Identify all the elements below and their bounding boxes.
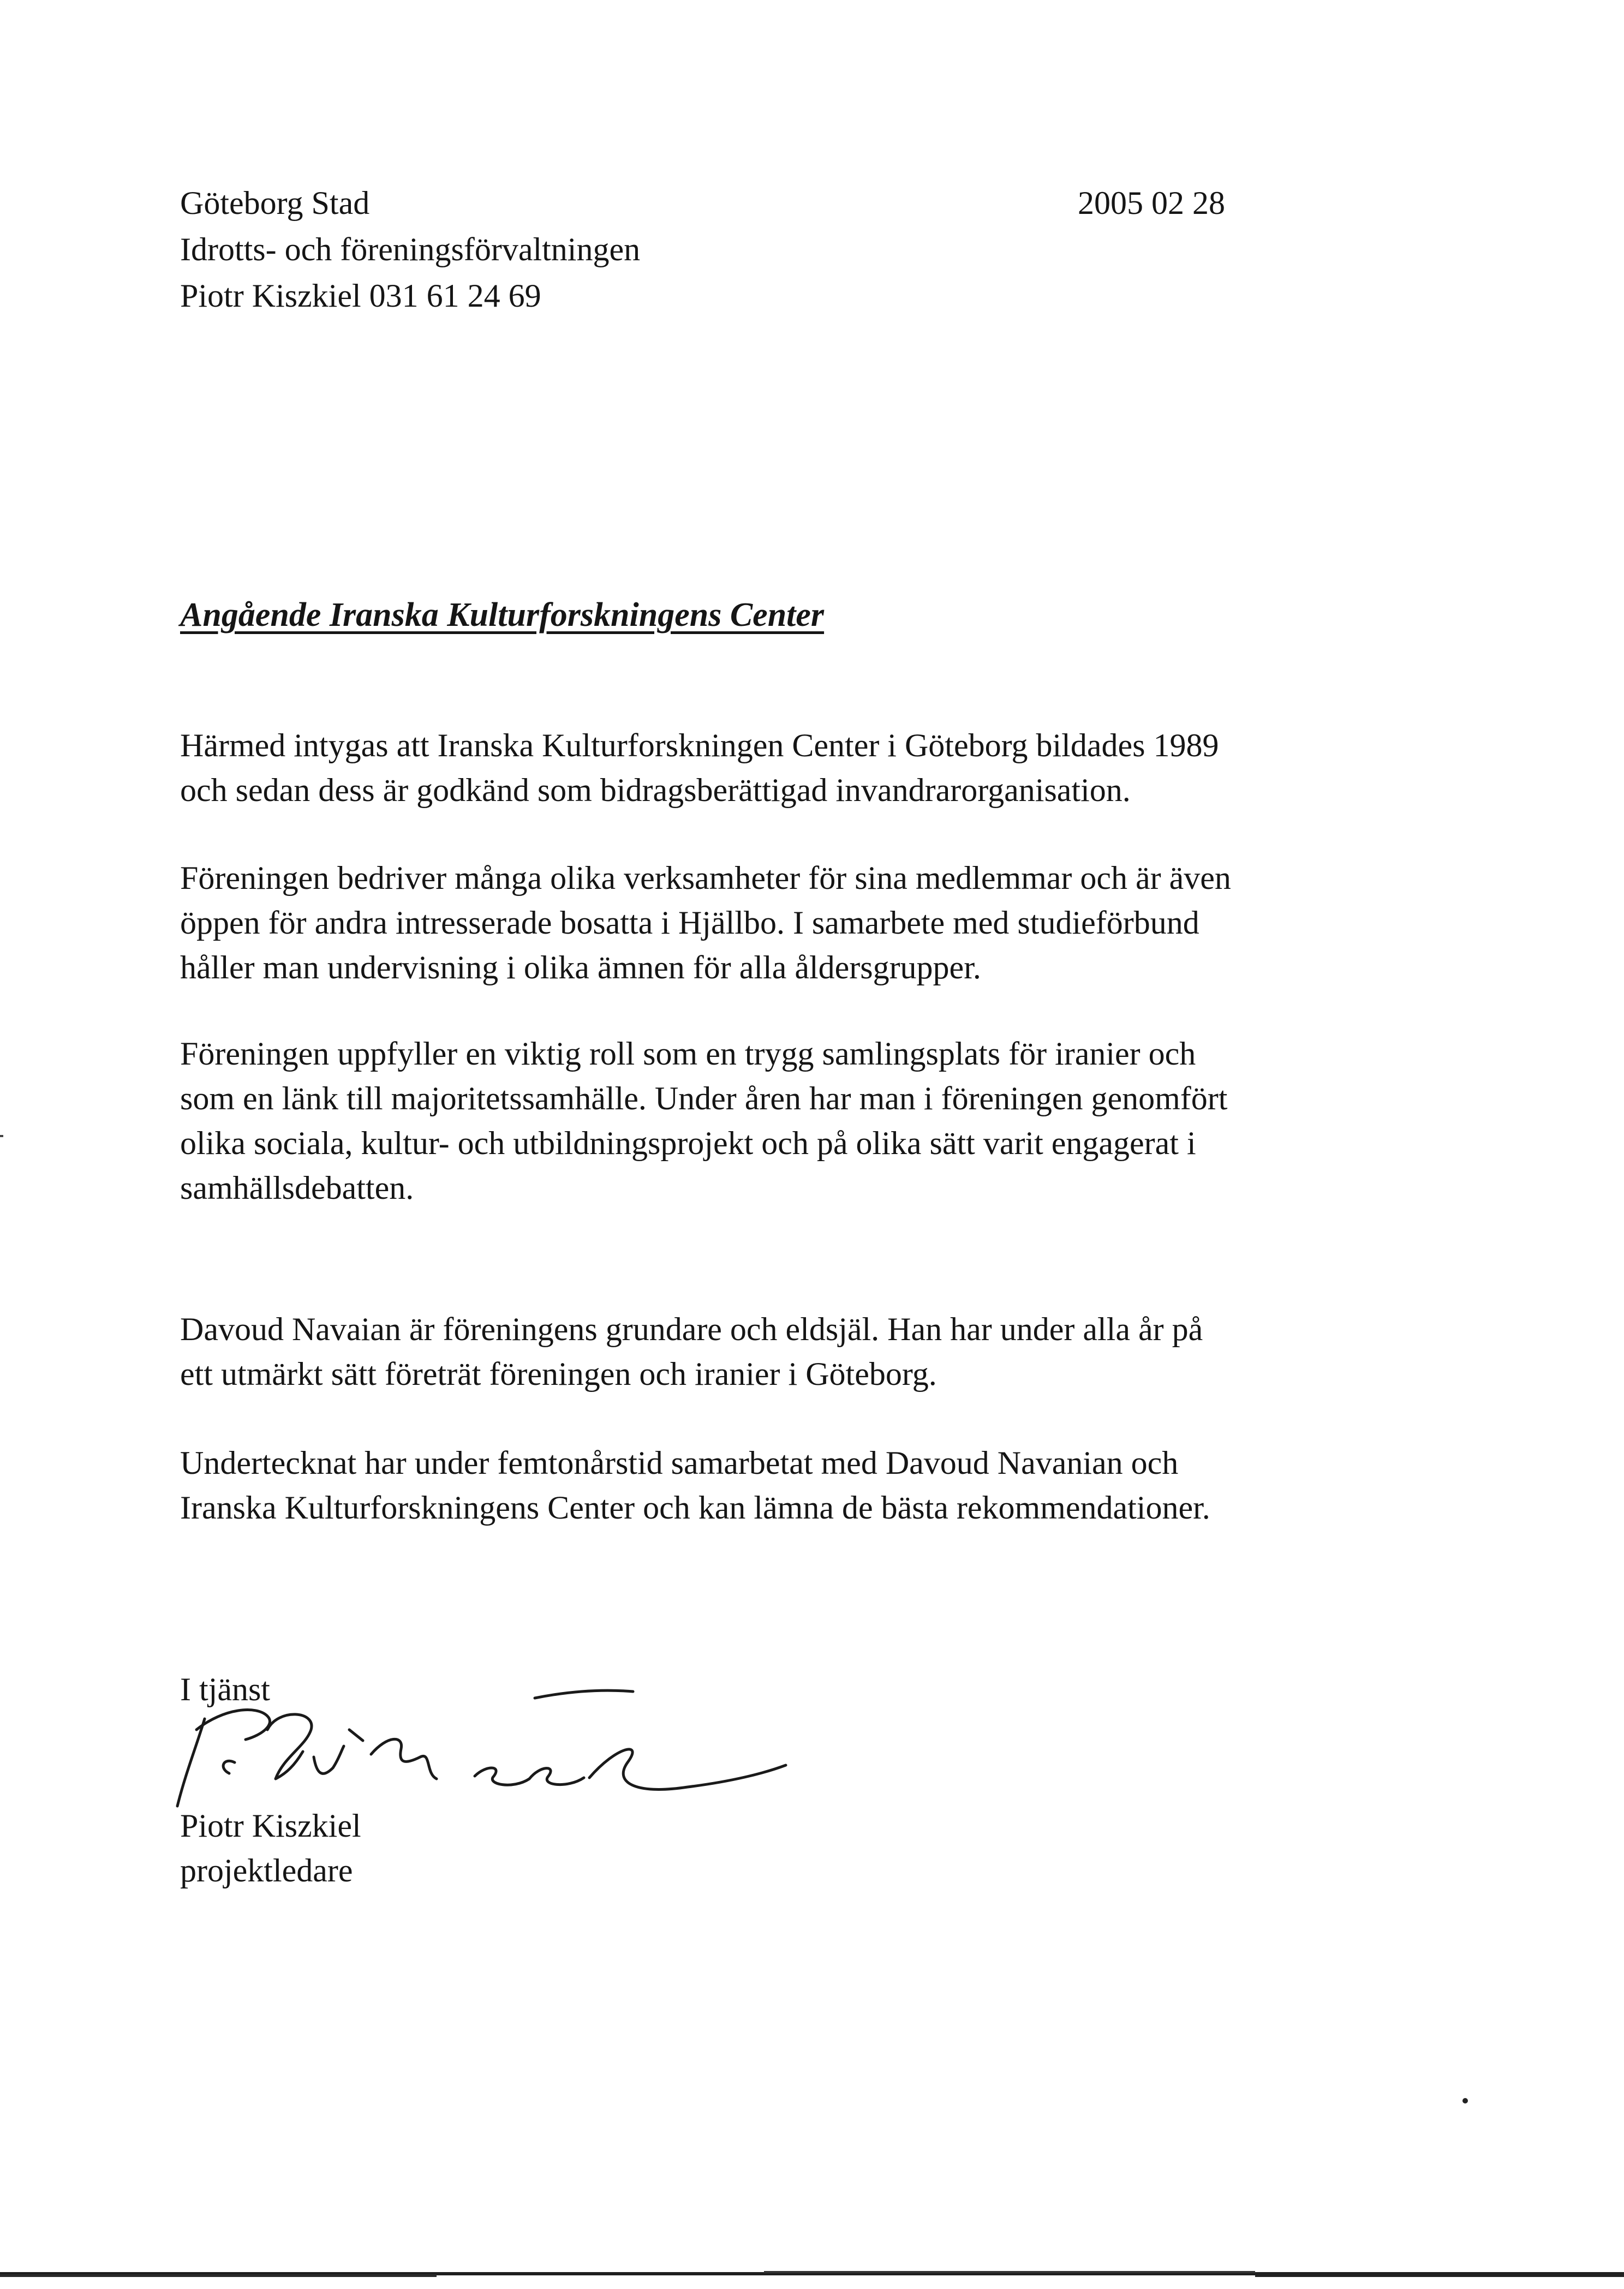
body-paragraph-4	[180, 1307, 1479, 1396]
letter-date: 2005 02 28	[1078, 185, 1225, 221]
body-paragraph-1	[180, 723, 1479, 812]
paragraph-line: Härmed intygas att Iranska Kulturforskningen Center i Göteborg bildades 1989	[180, 727, 1219, 763]
signatory-block	[180, 1803, 361, 1893]
sender-block	[180, 180, 640, 319]
scan-edge-artifact	[0, 2264, 1624, 2289]
paragraph-line: håller man undervisning i olika ämnen för alla åldersgrupper.	[180, 949, 981, 985]
sender-organization: Göteborg Stad	[180, 185, 370, 221]
sender-department: Idrotts- och föreningsförvaltningen	[180, 231, 641, 267]
paragraph-line: som en länk till majoritetssamhälle. Under åren har man i föreningen genomfört	[180, 1080, 1228, 1116]
paragraph-line: Davoud Navaian är föreningens grundare och eldsjäl. Han har under alla år på	[180, 1311, 1203, 1347]
signatory-name: Piotr Kiszkiel	[180, 1808, 361, 1844]
paragraph-line: Föreningen uppfyller en viktig roll som en trygg samlingsplats för iranier och	[180, 1036, 1196, 1072]
paragraph-line: ett utmärkt sätt företrät föreningen och iranier i Göteborg.	[180, 1356, 937, 1392]
paragraph-line: Undertecknat har under femtonårstid samarbetat med Davoud Navanian och	[180, 1445, 1179, 1481]
sender-contact: Piotr Kiszkiel 031 61 24 69	[180, 278, 541, 314]
body-paragraph-3	[180, 1031, 1479, 1210]
scan-speck	[1462, 2098, 1468, 2103]
paragraph-line: olika sociala, kultur- och utbildningsprojekt och på olika sätt varit engagerat i	[180, 1125, 1196, 1161]
scan-speck	[0, 1135, 3, 1137]
body-paragraph-2	[180, 856, 1479, 990]
paragraph-line: Iranska Kulturforskningens Center och kan lämna de bästa rekommendationer.	[180, 1490, 1210, 1526]
paragraph-line: och sedan dess är godkänd som bidragsberättigad invandrarorganisation.	[180, 772, 1131, 808]
body-paragraph-5	[180, 1441, 1479, 1530]
closing-phrase: I tjänst	[180, 1671, 270, 1707]
paragraph-line: samhällsdebatten.	[180, 1170, 414, 1206]
paragraph-line: öppen för andra intresserade bosatta i Hjällbo. I samarbete med studieförbund	[180, 905, 1199, 941]
paragraph-line: Föreningen bedriver många olika verksamheter för sina medlemmar och är även	[180, 860, 1231, 896]
letter-subject: Angående Iranska Kulturforskningens Center	[180, 596, 825, 633]
handwritten-signature	[153, 1648, 797, 1822]
signatory-title: projektledare	[180, 1852, 353, 1888]
